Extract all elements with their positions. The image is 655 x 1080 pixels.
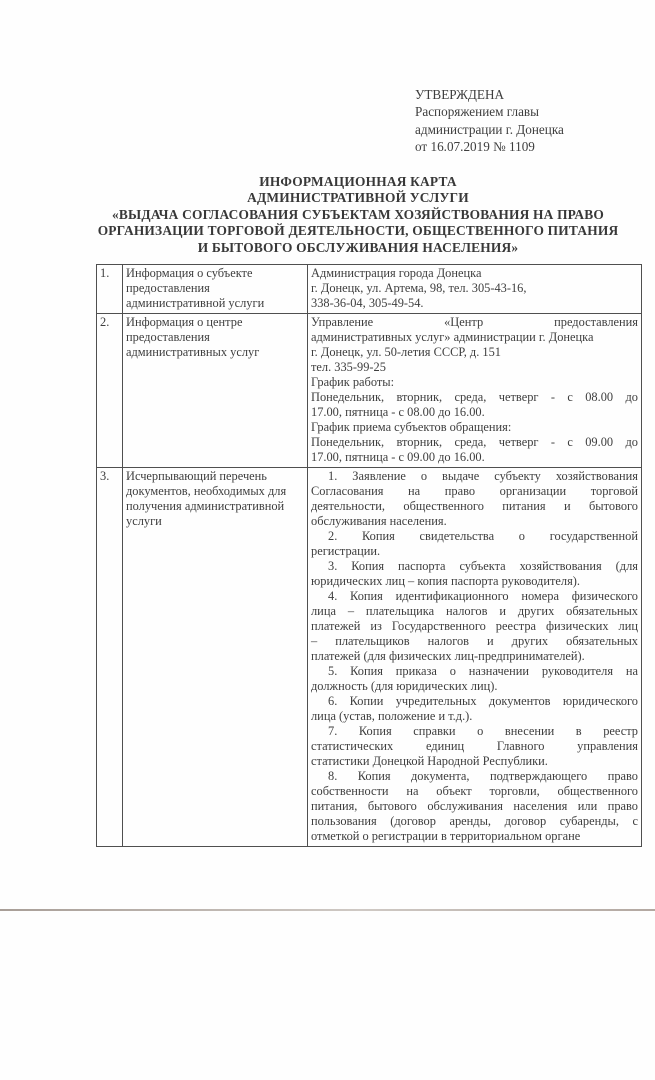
row-content-cell [308, 265, 642, 314]
table-row [97, 468, 642, 847]
content-line: График работы: [311, 375, 395, 389]
content-line: г. Донецк, ул. 50-летия СССР, д. 151 [311, 345, 501, 359]
content-line: 17.00, пятница - с 08.00 до 16.00. [311, 405, 485, 419]
table-row [97, 265, 642, 314]
content-line: обслуживания населения. [311, 514, 447, 528]
content-line: 4. Копия идентификационного номера физического [328, 589, 638, 603]
content-line: платежей (для физических лиц-предпринимателей). [311, 649, 585, 663]
page-title-line: «ВЫДАЧА СОГЛАСОВАНИЯ СУБЪЕКТАМ ХОЗЯЙСТВОВАНИЯ НА ПРАВО [112, 206, 604, 222]
content-line: отметкой о регистрации в территориальном органе [311, 829, 581, 843]
content-line: Управление «Центр предоставления [311, 315, 638, 329]
content-line: 338-36-04, 305-49-54. [311, 296, 424, 310]
content-line: должность (для юридических лиц). [311, 679, 498, 693]
page-title [96, 174, 620, 256]
content-line: лица – плательщика налогов и других обязательных [311, 604, 638, 618]
content-line: платежей из Государственного реестра физических лиц [311, 619, 638, 633]
content-line: административных услуг» администрации г. Донецка [311, 330, 594, 344]
content-line: Понедельник, вторник, среда, четверг - с 08.00 до [311, 390, 638, 404]
content-line: юридических лиц – копия паспорта руководителя). [311, 574, 581, 588]
content-line: 17.00, пятница - с 09.00 до 16.00. [311, 450, 485, 464]
approval-block [415, 86, 564, 156]
content-line: пользования (договор аренды, договор субаренды, с [311, 814, 638, 828]
content-line: 2. Копия свидетельства о государственной [328, 529, 638, 543]
content-line: питания, бытового обслуживания населения или право [311, 799, 638, 813]
content-line: деятельности, общественного питания и бытового [311, 499, 638, 513]
content-line: – плательщиков налогов и других обязательных [311, 634, 638, 648]
scan-artifact-line [0, 909, 655, 911]
content-line: Понедельник, вторник, среда, четверг - с 09.00 до [311, 435, 638, 449]
content-line: 3. Копия паспорта субъекта хозяйствования (для [328, 559, 638, 573]
page-title-line: И БЫТОВОГО ОБСЛУЖИВАНИЯ НАСЕЛЕНИЯ» [197, 239, 519, 255]
content-line: г. Донецк, ул. Артема, 98, тел. 305-43-16, [311, 281, 527, 295]
table-row [97, 314, 642, 468]
approval-line: Распоряжением главы [415, 104, 540, 120]
row-number-cell: 3. [97, 468, 123, 847]
page-title-line: ОРГАНИЗАЦИИ ТОРГОВОЙ ДЕЯТЕЛЬНОСТИ, ОБЩЕСТВЕННОГО ПИТАНИЯ [97, 223, 619, 239]
row-content-cell [308, 314, 642, 468]
content-line: собственности на объект торговли, общественного [311, 784, 638, 798]
content-line: 5. Копия приказа о назначении руководителя на [328, 664, 638, 678]
page-title-line: ИНФОРМАЦИОННАЯ КАРТА [259, 174, 457, 189]
row-label-cell: Информация о центре предоставления административных услуг [123, 314, 308, 468]
row-label-cell: Информация о субъекте предоставления административной услуги [123, 265, 308, 314]
content-line: 7. Копия справки о внесении в реестр [328, 724, 638, 738]
content-line: лица (устав, положение и т.д.). [311, 709, 473, 723]
approval-line: УТВЕРЖДЕНА [415, 87, 505, 102]
info-table [96, 264, 642, 847]
content-line: статистики Донецкой Народной Республики. [311, 754, 548, 768]
content-line: График приема субъектов обращения: [311, 420, 512, 434]
row-number-cell: 1. [97, 265, 123, 314]
row-label-cell: Исчерпывающий перечень документов, необходимых для получения административной услуги [123, 468, 308, 847]
approval-line: от 16.07.2019 № 1109 [415, 139, 535, 155]
row-number-cell: 2. [97, 314, 123, 468]
content-line: 8. Копия документа, подтверждающего право [328, 769, 638, 783]
content-line: тел. 335-99-25 [311, 360, 386, 374]
content-line: Администрация города Донецка [311, 266, 482, 280]
approval-line: администрации г. Донецка [415, 121, 564, 137]
content-line: регистрации. [311, 544, 381, 558]
content-line: Согласования на право организации торговой [311, 484, 638, 498]
content-line: 1. Заявление о выдаче субъекту хозяйствования [328, 469, 638, 483]
content-line: статистических единиц Главного управления [311, 739, 638, 753]
page-title-line: АДМИНИСТРАТИВНОЙ УСЛУГИ [247, 190, 469, 206]
content-line: 6. Копии учредительных документов юридического [328, 694, 638, 708]
row-content-cell [308, 468, 642, 847]
